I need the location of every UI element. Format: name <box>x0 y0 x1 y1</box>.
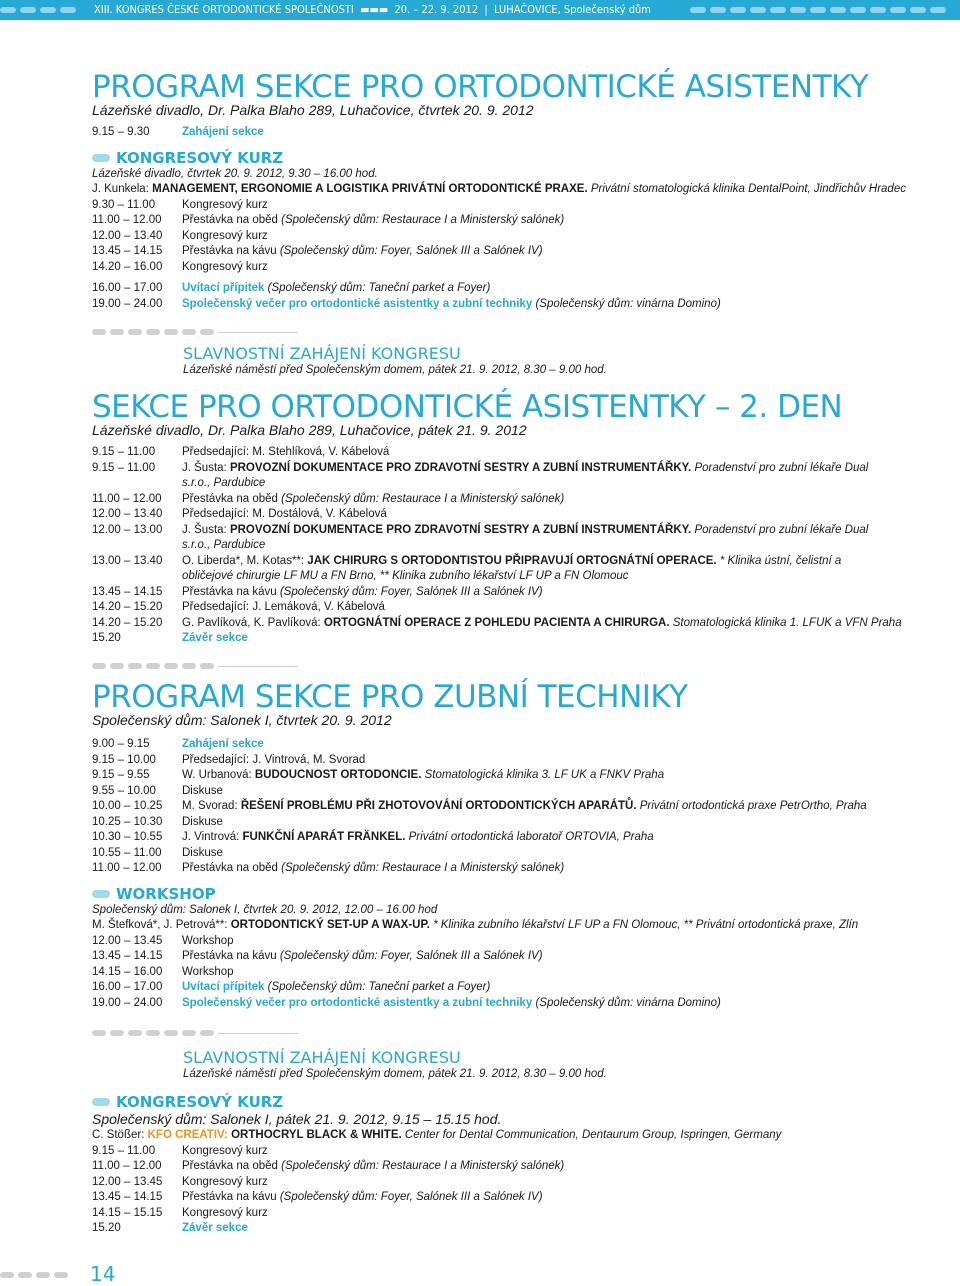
list-item: 9.15 – 11.00 Kongresový kurz <box>92 1144 268 1157</box>
list-item: 10.55 – 11.00 Diskuse <box>92 846 223 859</box>
list-item: 12.00 – 13.40 Kongresový kurz <box>92 229 268 242</box>
list-item: 13.45 – 14.15 Přestávka na kávu (Společenský dům: Foyer, Salónek III a Salónek IV) <box>92 245 543 257</box>
list-item: 9.55 – 10.00 Diskuse <box>92 784 223 797</box>
header-place: LUHAČOVICE, Společenský dům <box>494 3 651 16</box>
list-item: 12.00 – 13.45 Kongresový kurz <box>92 1175 268 1188</box>
course-lecture <box>92 182 932 198</box>
list-item: 10.25 – 10.30 Diskuse <box>92 815 223 828</box>
list-item: 9.15 – 11.00 Předsedající: M. Stehlíková, V. Kábelová <box>92 446 390 458</box>
section-dental-technicians <box>92 679 932 1011</box>
list-item: 12.00 – 13.40 Předsedající: M. Dostálová, V. Kábelová <box>92 508 387 520</box>
list-item: 16.00 – 17.00 Uvítací přípitek (Společenský dům: Taneční parket a Foyer) <box>92 282 491 294</box>
list-item: 10.30 – 10.55 J. Vintrová: FUNKČNÍ APARÁT FRÄNKEL. Privátní ortodontická laboratoř ORTOVIA, Praha <box>92 831 654 843</box>
text: Zahájení sekce <box>182 126 264 138</box>
header-dates: 20. – 22. 9. 2012 <box>394 3 479 16</box>
section-venue: Lázeňské divadlo, Dr. Palka Blaho 289, Luhačovice, čtvrtek 20. 9. 2012 <box>92 102 534 118</box>
list-item: 10.00 – 10.25 M. Svorad: ŘEŠENÍ PROBLÉMU PŘI ZHOTOVOVÁNÍ ORTODONTICKÝCH APARÁTŮ. Privátní ortodontická praxe PetrOrtho, Praha <box>92 800 867 812</box>
list-item: 9.15 – 10.00 Předsedající: J. Vintrová, M. Svorad <box>92 753 366 766</box>
list-item: 14.20 – 16.00 Kongresový kurz <box>92 260 268 273</box>
pill-icon <box>92 154 110 162</box>
list-item: 13.00 – 13.40 O. Liberda*, M. Kotas**: JAK CHIRURG S ORTODONTISTOU PŘIPRAVUJÍ ORTOGNÁTNÍ OPERACE. * Klinika ústní, čelistní a obličejové chirurgie LF MU a FN Brno, ** Klinika zubního lékařství LF UP a FN Olomouc <box>92 554 842 582</box>
section-assistants-day2 <box>92 389 932 647</box>
header-band <box>0 0 960 20</box>
course-heading-text: KONGRESOVÝ KURZ <box>116 148 284 167</box>
section-title: PROGRAM SEKCE PRO ORTODONTICKÉ ASISTENTKY <box>92 69 869 105</box>
header-sep: | <box>481 3 491 16</box>
section-venue: Lázeňské divadlo, Dr. Palka Blaho 289, Luhačovice, pátek 21. 9. 2012 <box>92 422 527 438</box>
affiliation: Privátní stomatologická klinika DentalPoint, Jindřichův Hradec <box>590 183 906 195</box>
section-assistants-day1 <box>92 69 932 312</box>
opening-row <box>92 125 932 141</box>
list-item: 14.15 – 15.15 Kongresový kurz <box>92 1206 268 1219</box>
list-item: 14.15 – 16.00 Workshop <box>92 965 234 978</box>
header-title <box>86 2 659 18</box>
course-venue: Lázeňské divadlo, čtvrtek 20. 9. 2012, 9.30 – 16.00 hod. <box>92 167 378 180</box>
list-item: 9.00 – 9.15 Zahájení sekce <box>92 738 264 750</box>
list-item: 11.00 – 12.00 Přestávka na oběd (Společenský dům: Restaurace I a Ministerský salónek) <box>92 862 565 874</box>
pill-icon <box>92 1098 110 1106</box>
list-item: 14.20 – 15.20 G. Pavlíková, K. Pavlíková: ORTOGNÁTNÍ OPERACE Z POHLEDU PACIENTA A CHIRURGA. Stomatologická klinika 1. LFUK a VFN Praha <box>92 616 902 629</box>
opening-ceremony <box>183 1048 883 1083</box>
section-venue: Společenský dům: Salonek I, čtvrtek 20. 9. 2012 <box>92 712 392 728</box>
course-heading-text: KONGRESOVÝ KURZ <box>116 1093 284 1111</box>
header-dash-sep: ▬▬▬ <box>357 3 392 16</box>
lecture-title: MANAGEMENT, ERGONOMIE A LOGISTIKA PRIVÁTNÍ ORTODONTICKÉ PRAXE. <box>152 183 588 195</box>
ceremony-text: Lázeňské náměstí před Společenským domem, pátek 21. 9. 2012, 8.30 – 9.00 hod. <box>183 1068 607 1080</box>
header-dashes-right <box>690 5 946 15</box>
list-item: 13.45 – 14.15 Přestávka na kávu (Společenský dům: Foyer, Salónek III a Salónek IV) <box>92 950 543 962</box>
list-item: 9.30 – 11.00 Kongresový kurz <box>92 198 268 211</box>
footer-dashes <box>0 1272 68 1278</box>
course-heading <box>92 1093 932 1111</box>
list-item: 11.00 – 12.00 Přestávka na oběd (Společenský dům: Restaurace I a Ministerský salónek) <box>92 214 565 226</box>
course-day2 <box>92 1093 932 1237</box>
ceremony-title: SLAVNOSTNÍ ZAHÁJENÍ KONGRESU <box>183 1048 461 1067</box>
list-item: 13.45 – 14.15 Přestávka na kávu (Společenský dům: Foyer, Salónek III a Salónek IV) <box>92 1191 543 1203</box>
list-item: 19.00 – 24.00 Společenský večer pro ortodontické asistentky a zubní techniky (Společenský dům: vinárna Domino) <box>92 297 721 310</box>
pill-icon <box>92 890 110 898</box>
course-lecture: C. Stößer: KFO CREATIV: ORTHOCRYL BLACK & WHITE. Center for Dental Communication, Dentaurum Group, Ispringen, Germany <box>92 1129 782 1141</box>
list-item: 15.20 Závěr sekce <box>92 632 248 644</box>
workshop-venue: Společenský dům: Salonek I, čtvrtek 20. 9. 2012, 12.00 – 16.00 hod <box>92 903 438 916</box>
list-item: 11.00 – 12.00 Přestávka na oběd (Společenský dům: Restaurace I a Ministerský salónek) <box>92 492 565 505</box>
ceremony-text: Lázeňské náměstí před Společenským domem, pátek 21. 9. 2012, 8.30 – 9.00 hod. <box>183 364 607 376</box>
divider <box>92 1028 298 1038</box>
list-item: 19.00 – 24.00 Společenský večer pro ortodontické asistentky a zubní techniky (Společenský dům: vinárna Domino) <box>92 996 721 1009</box>
course-venue: Společenský dům: Salonek I, pátek 21. 9. 2012, 9.15 – 15.15 hod. <box>92 1111 502 1127</box>
speaker: J. Kunkela: <box>92 183 149 195</box>
course-heading <box>92 149 932 167</box>
header-dashes-left <box>0 5 76 15</box>
list-item: 9.15 – 9.55 W. Urbanová: BUDOUCNOST ORTODONCIE. Stomatologická klinika 3. LF UK a FNKV Praha <box>92 769 665 781</box>
list-item: 13.45 – 14.15 Přestávka na kávu (Společenský dům: Foyer, Salónek III a Salónek IV) <box>92 585 543 598</box>
list-item: 15.20 Závěr sekce <box>92 1222 248 1234</box>
section-title: SEKCE PRO ORTODONTICKÉ ASISTENTKY – 2. DEN <box>92 389 843 425</box>
workshop-heading <box>92 885 932 903</box>
list-item: 12.00 – 13.45 Workshop <box>92 934 234 947</box>
workshop-heading-text: WORKSHOP <box>116 884 216 903</box>
page-number: 14 <box>90 1262 116 1286</box>
list-item: 16.00 – 17.00 Uvítací přípitek (Společenský dům: Taneční parket a Foyer) <box>92 981 491 993</box>
list-item: 12.00 – 13.00 J. Šusta: PROVOZNÍ DOKUMENTACE PRO ZDRAVOTNÍ SESTRY A ZUBNÍ INSTRUMENTÁŘKY. Poradenství pro zubní lékaře Dual s.r.o., Pardubice <box>92 523 869 551</box>
workshop-lecture: M. Štefková*, J. Petrová**: ORTODONTICKÝ SET-UP A WAX-UP. * Klinika zubního lékařství LF UP a FN Olomouc, ** Privátní ortodontická praxe, Zlín <box>92 919 859 931</box>
time: 9.15 – 9.30 <box>92 126 150 138</box>
divider <box>92 661 298 671</box>
list-item: 14.20 – 15.20 Předsedající: J. Lemáková, V. Kábelová <box>92 601 385 613</box>
header-congress: XIII. KONGRES ČESKÉ ORTODONTICKÉ SPOLEČNOSTI <box>94 3 354 16</box>
ceremony-title: SLAVNOSTNÍ ZAHÁJENÍ KONGRESU <box>183 344 461 363</box>
list-item: 9.15 – 11.00 J. Šusta: PROVOZNÍ DOKUMENTACE PRO ZDRAVOTNÍ SESTRY A ZUBNÍ INSTRUMENTÁŘKY. Poradenství pro zubní lékaře Dual s.r.o., Pardubice <box>92 461 869 489</box>
section-title: PROGRAM SEKCE PRO ZUBNÍ TECHNIKY <box>92 679 688 715</box>
opening-ceremony <box>183 344 883 379</box>
list-item: 11.00 – 12.00 Přestávka na oběd (Společenský dům: Restaurace I a Ministerský salónek) <box>92 1160 565 1172</box>
divider <box>92 327 298 337</box>
